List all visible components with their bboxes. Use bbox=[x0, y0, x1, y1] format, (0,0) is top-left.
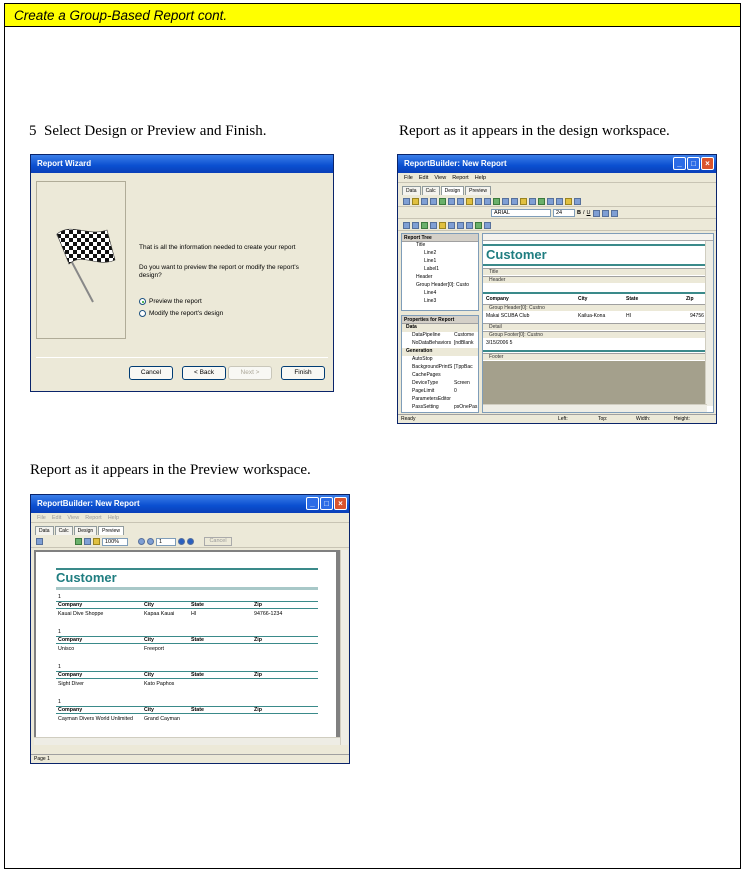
tree-item[interactable]: Line4 bbox=[424, 290, 437, 296]
draw-line-icon[interactable] bbox=[448, 222, 455, 229]
prop-row[interactable] bbox=[402, 364, 478, 372]
bring-front-icon[interactable] bbox=[457, 222, 464, 229]
prop-name: PageLimit bbox=[412, 388, 435, 394]
status-height: Height: bbox=[674, 416, 690, 422]
prop-name: DeviceType bbox=[412, 380, 439, 386]
prop-row[interactable] bbox=[402, 388, 478, 396]
menu-view[interactable]: View bbox=[67, 515, 80, 521]
report-tree-title: Report Tree bbox=[402, 234, 478, 242]
italic-icon[interactable]: I bbox=[582, 210, 585, 216]
cancel-button[interactable]: Cancel bbox=[129, 366, 173, 380]
design-report-title[interactable]: Customer bbox=[486, 247, 547, 262]
tab-preview[interactable]: Preview bbox=[98, 526, 124, 535]
step-instruction bbox=[29, 123, 266, 140]
menu-help[interactable]: Help bbox=[107, 515, 120, 521]
column-header: City bbox=[144, 602, 155, 608]
wizard-titlebar bbox=[31, 155, 333, 173]
preview-horizontal-scrollbar[interactable] bbox=[34, 737, 340, 745]
header-underline bbox=[56, 643, 318, 644]
table-cell: Cayman Divers World Unlimited bbox=[58, 716, 133, 722]
column-header: Zip bbox=[254, 707, 262, 713]
preview-vertical-scrollbar[interactable] bbox=[340, 550, 348, 745]
wizard-question-line1: Do you want to preview the report or modify the report's bbox=[139, 264, 299, 271]
draw-fill-icon[interactable] bbox=[439, 222, 446, 229]
table-cell: Sight Diver bbox=[58, 681, 84, 687]
column-header: City bbox=[144, 707, 155, 713]
preview-menubar bbox=[31, 513, 349, 523]
prop-row[interactable] bbox=[402, 404, 478, 412]
prop-value[interactable]: psOnePas bbox=[454, 404, 478, 410]
align-right-icon[interactable] bbox=[611, 210, 618, 217]
prop-row[interactable] bbox=[402, 372, 478, 380]
barcode-icon[interactable] bbox=[574, 198, 581, 205]
prop-row[interactable] bbox=[402, 340, 478, 348]
tree-item[interactable]: Line1 bbox=[424, 258, 437, 264]
menu-report[interactable]: Report bbox=[452, 175, 469, 181]
preview-statusbar: Page 1 bbox=[31, 754, 349, 763]
tab-preview[interactable]: Preview bbox=[465, 186, 491, 195]
design-tabs bbox=[402, 186, 491, 195]
header-underline bbox=[56, 608, 318, 609]
prop-value[interactable]: [ndBlank bbox=[454, 340, 474, 346]
tab-design[interactable]: Design bbox=[441, 186, 465, 195]
preview-area bbox=[34, 550, 348, 745]
menu-edit[interactable]: Edit bbox=[51, 515, 62, 521]
col-zip[interactable]: Zip bbox=[686, 296, 694, 302]
new-icon[interactable] bbox=[403, 198, 410, 205]
properties-title: Properties for Report bbox=[402, 316, 478, 324]
wizard-question-line2: design? bbox=[139, 272, 162, 279]
design-workspace-window bbox=[397, 154, 717, 424]
back-button[interactable]: < Back bbox=[182, 366, 226, 380]
prop-name: CachePages bbox=[412, 372, 441, 378]
status-ready: Ready bbox=[401, 416, 416, 422]
next-button[interactable]: Next > bbox=[228, 366, 272, 380]
status-left: Left: bbox=[558, 416, 568, 422]
radio-preview-label: Preview the report bbox=[149, 298, 202, 306]
tree-item[interactable]: Line2 bbox=[424, 250, 437, 256]
prop-value[interactable]: [TppBac bbox=[454, 364, 473, 370]
title-line-2 bbox=[483, 264, 713, 266]
finish-button[interactable]: Finish bbox=[281, 366, 325, 380]
design-toolbar-1 bbox=[398, 196, 716, 207]
radio-modify-label: Modify the report's design bbox=[149, 310, 224, 318]
table-cell: Kapaa Kauai bbox=[144, 611, 175, 617]
band-header[interactable]: Header bbox=[483, 276, 713, 283]
design-detail-row bbox=[486, 313, 711, 321]
horizontal-ruler bbox=[483, 234, 713, 241]
line-icon[interactable] bbox=[511, 198, 518, 205]
save-icon[interactable] bbox=[421, 198, 428, 205]
shape-icon[interactable] bbox=[502, 198, 509, 205]
print-icon[interactable] bbox=[430, 198, 437, 205]
grid-icon[interactable] bbox=[475, 222, 482, 229]
tab-data[interactable]: Data bbox=[402, 186, 421, 195]
design-footer-value[interactable]: 3/15/2006 5 bbox=[486, 340, 513, 346]
close-icon[interactable]: × bbox=[334, 497, 347, 510]
align-tool-icon[interactable] bbox=[403, 222, 410, 229]
column-header: Zip bbox=[254, 672, 262, 678]
tab-calc[interactable]: Calc bbox=[422, 186, 440, 195]
column-header: City bbox=[144, 637, 155, 643]
tab-calc[interactable]: Calc bbox=[55, 526, 73, 535]
prop-name: BackgroundPrintS bbox=[412, 364, 453, 370]
column-header: State bbox=[191, 672, 204, 678]
column-header: State bbox=[191, 707, 204, 713]
prop-row[interactable] bbox=[402, 332, 478, 340]
memo-icon[interactable] bbox=[484, 198, 491, 205]
cell-city[interactable]: Kailua-Kona bbox=[578, 313, 606, 319]
zoom-100-icon[interactable] bbox=[93, 538, 100, 545]
column-header: Company bbox=[58, 637, 83, 643]
open-icon[interactable] bbox=[412, 198, 419, 205]
send-back-icon[interactable] bbox=[466, 222, 473, 229]
tree-item[interactable]: Label1 bbox=[424, 266, 440, 272]
calc-icon[interactable] bbox=[547, 198, 554, 205]
column-header: Company bbox=[58, 707, 83, 713]
last-page-icon[interactable] bbox=[187, 538, 194, 545]
pv-title-line-2 bbox=[56, 587, 318, 590]
prop-row[interactable] bbox=[402, 356, 478, 364]
subreport-icon[interactable] bbox=[556, 198, 563, 205]
wizard-image-panel bbox=[36, 181, 126, 339]
band-footer[interactable]: Footer bbox=[483, 353, 713, 360]
header-underline bbox=[56, 678, 318, 679]
table-cell: HI bbox=[191, 611, 197, 617]
wizard-separator bbox=[36, 357, 328, 358]
design-canvas[interactable] bbox=[482, 233, 714, 413]
group-id: 1 bbox=[58, 594, 61, 600]
col-city[interactable]: City bbox=[578, 296, 588, 302]
dbtext-icon[interactable] bbox=[520, 198, 527, 205]
cell-zip[interactable]: 94756 bbox=[690, 313, 704, 319]
page-header: Create a Group-Based Report cont. bbox=[5, 4, 740, 27]
group-id: 1 bbox=[58, 699, 61, 705]
design-menubar bbox=[398, 173, 716, 183]
table-cell: Unisco bbox=[58, 646, 75, 652]
font-size-select[interactable]: 24 bbox=[553, 209, 575, 217]
design-titlebar bbox=[398, 155, 716, 173]
prop-name: DataPipeline bbox=[412, 332, 441, 338]
column-header: City bbox=[144, 672, 155, 678]
table-cell: 94766-1234 bbox=[254, 611, 283, 617]
design-window-title: ReportBuilder: New Report bbox=[404, 159, 507, 168]
band-title[interactable]: Title bbox=[483, 268, 713, 275]
snap-icon[interactable] bbox=[484, 222, 491, 229]
column-header: State bbox=[191, 637, 204, 643]
col-company[interactable]: Company bbox=[486, 296, 509, 302]
radio-preview[interactable] bbox=[139, 298, 146, 305]
prop-value[interactable]: 0 bbox=[454, 388, 457, 394]
minimize-icon[interactable]: _ bbox=[306, 497, 319, 510]
next-page-icon[interactable] bbox=[178, 538, 185, 545]
tree-item[interactable]: Group Header[0]: Custo bbox=[416, 282, 470, 288]
menu-file[interactable]: File bbox=[37, 515, 46, 521]
label-icon[interactable] bbox=[475, 198, 482, 205]
cell-state[interactable]: HI bbox=[626, 313, 631, 319]
paste-icon[interactable] bbox=[466, 198, 473, 205]
size-tool-icon[interactable] bbox=[421, 222, 428, 229]
menu-file[interactable]: File bbox=[404, 175, 413, 181]
page-width-icon[interactable] bbox=[84, 538, 91, 545]
band-detail[interactable]: Detail bbox=[483, 323, 713, 330]
dbmemo-icon[interactable] bbox=[529, 198, 536, 205]
column-header: Zip bbox=[254, 602, 262, 608]
group-line bbox=[56, 706, 318, 707]
canvas-vertical-scrollbar[interactable] bbox=[705, 241, 713, 406]
design-toolbar-3 bbox=[398, 220, 716, 231]
properties-panel bbox=[401, 315, 479, 413]
preview-toolbar bbox=[31, 536, 349, 548]
table-cell: Freeport bbox=[144, 646, 165, 652]
group-id: 1 bbox=[58, 629, 61, 635]
table-cell: Grand Cayman bbox=[144, 716, 180, 722]
canvas-horizontal-scrollbar[interactable] bbox=[483, 404, 707, 412]
radio-preview-option[interactable] bbox=[139, 298, 202, 305]
font-name-select[interactable]: ARIAL bbox=[491, 209, 551, 217]
space-tool-icon[interactable] bbox=[412, 222, 419, 229]
preview-icon[interactable] bbox=[439, 198, 446, 205]
band-group-header[interactable]: Group Header[0]: Custno bbox=[483, 304, 713, 311]
design-column-headers bbox=[486, 296, 711, 304]
whole-page-icon[interactable] bbox=[75, 538, 82, 545]
bold-icon[interactable]: B bbox=[577, 210, 581, 216]
column-header: Zip bbox=[254, 637, 262, 643]
cut-icon[interactable] bbox=[448, 198, 455, 205]
group-line bbox=[56, 636, 318, 637]
align-center-icon[interactable] bbox=[602, 210, 609, 217]
tab-design[interactable]: Design bbox=[74, 526, 98, 535]
close-icon[interactable]: × bbox=[701, 157, 714, 170]
design-caption: Report as it appears in the design workspace. bbox=[399, 123, 670, 139]
table-cell: Kato Paphos bbox=[144, 681, 175, 687]
minimize-icon[interactable]: _ bbox=[673, 157, 686, 170]
wizard-info-text: That is all the information needed to create your report bbox=[139, 244, 296, 251]
report-tree-panel bbox=[401, 233, 479, 311]
tree-item[interactable]: Line3 bbox=[424, 298, 437, 304]
preview-report-title: Customer bbox=[56, 570, 117, 585]
prop-name: ParametersEditor bbox=[412, 396, 451, 402]
preview-cancel-button[interactable]: Cancel bbox=[204, 537, 232, 546]
prop-section-data[interactable]: Data bbox=[402, 324, 478, 332]
wizard-title: Report Wizard bbox=[37, 159, 92, 168]
document-page bbox=[4, 3, 741, 869]
maximize-icon[interactable]: □ bbox=[320, 497, 333, 510]
underline-icon[interactable]: U bbox=[586, 210, 591, 216]
header-underline bbox=[56, 713, 318, 714]
tree-item[interactable]: Title bbox=[416, 242, 426, 248]
group-line bbox=[56, 601, 318, 602]
prop-value[interactable]: Custome bbox=[454, 332, 475, 338]
preview-workspace-window bbox=[30, 494, 350, 764]
preview-caption: Report as it appears in the Preview workspace. bbox=[30, 462, 311, 478]
group-id: 1 bbox=[58, 664, 61, 670]
maximize-icon[interactable]: □ bbox=[687, 157, 700, 170]
image-icon[interactable] bbox=[493, 198, 500, 205]
copy-icon[interactable] bbox=[457, 198, 464, 205]
dbimage-icon[interactable] bbox=[538, 198, 545, 205]
print-icon[interactable] bbox=[36, 538, 43, 545]
prop-name: PassSetting bbox=[412, 404, 439, 410]
design-statusbar bbox=[398, 414, 716, 423]
report-wizard-window bbox=[30, 154, 334, 392]
table-cell: Kauai Dive Shoppe bbox=[58, 611, 104, 617]
status-width: Width: bbox=[636, 416, 651, 422]
status-top: Top: bbox=[598, 416, 608, 422]
column-header: Company bbox=[58, 672, 83, 678]
menu-report[interactable]: Report bbox=[85, 515, 102, 521]
chart-icon[interactable] bbox=[565, 198, 572, 205]
cell-company[interactable]: Makai SCUBA Club bbox=[486, 313, 530, 319]
menu-edit[interactable]: Edit bbox=[418, 175, 429, 181]
footer-line bbox=[483, 350, 713, 352]
zoom-field[interactable]: 100% bbox=[102, 538, 128, 546]
prop-name: AutoStop bbox=[412, 356, 433, 362]
column-header: State bbox=[191, 602, 204, 608]
preview-titlebar bbox=[31, 495, 349, 513]
prop-row[interactable] bbox=[402, 380, 478, 388]
canvas-empty-area bbox=[483, 361, 707, 406]
preview-tabs bbox=[35, 526, 124, 535]
tree-item[interactable]: Header bbox=[416, 274, 433, 280]
prop-name: NoDataBehaviors bbox=[412, 340, 452, 346]
page-number-field[interactable]: 1 bbox=[156, 538, 176, 546]
prop-row[interactable] bbox=[402, 396, 478, 404]
preview-window-title: ReportBuilder: New Report bbox=[37, 499, 140, 508]
align-left-icon[interactable] bbox=[593, 210, 600, 217]
design-toolbar-2 bbox=[398, 208, 716, 219]
menu-help[interactable]: Help bbox=[474, 175, 487, 181]
tab-data[interactable]: Data bbox=[35, 526, 54, 535]
group-line bbox=[56, 671, 318, 672]
step-number: 5 bbox=[29, 123, 37, 139]
step-text: Select Design or Preview and Finish. bbox=[44, 123, 267, 139]
prop-section-generation[interactable]: Generation bbox=[402, 348, 478, 356]
title-line bbox=[483, 244, 713, 246]
prop-value[interactable]: Screen bbox=[454, 380, 470, 386]
column-header: Company bbox=[58, 602, 83, 608]
menu-view[interactable]: View bbox=[434, 175, 447, 181]
prior-page-icon[interactable] bbox=[147, 538, 154, 545]
first-page-icon[interactable] bbox=[138, 538, 145, 545]
band-group-footer[interactable]: Group Footer[0]: Custno bbox=[483, 331, 713, 338]
radio-modify[interactable] bbox=[139, 310, 146, 317]
nudge-icon[interactable] bbox=[430, 222, 437, 229]
radio-modify-option[interactable] bbox=[139, 310, 223, 317]
header-line bbox=[483, 292, 713, 294]
checkered-flag-icon bbox=[37, 182, 127, 340]
col-state[interactable]: State bbox=[626, 296, 639, 302]
